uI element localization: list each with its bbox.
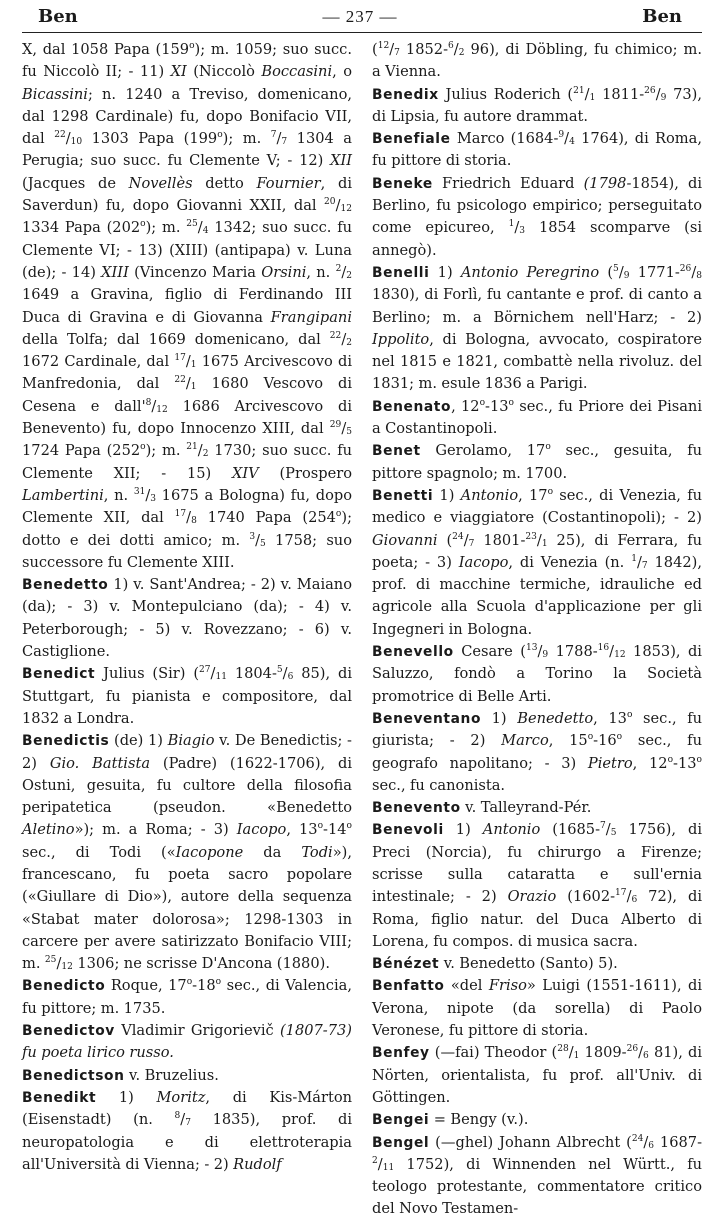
header-right-word: Ben <box>642 6 682 27</box>
dictionary-entry: Benet Gerolamo, 17$^o$ sec., gesuita, fu pittore spagnolo; m. 1700. <box>372 442 703 482</box>
dictionary-entry: Benetti 1) Antonio, 17$^o$ sec., di Venezia, fu medico e viaggiatore (Costantinopoli); - 2) Giovanni ($^{24}/_7$ $1801-^{23}/_1$ 25), di Ferrara, fu poeta; - 3) Iacopo, di Venezia (n. $^1/_7$ 1842), prof. di macchine termiche, idrauliche ed agricole alla Scuola d'applicazione per gli Ingegneri in Bologna. <box>372 486 702 638</box>
dictionary-entry: ($^{12}/_7$ $1852-^6/_2$ 96), di Döbling, fu chimico; m. a Vienna. <box>372 41 702 81</box>
header-rule <box>22 32 702 33</box>
dictionary-entry: Benenato, 12$^o$-13$^o$ sec., fu Priore dei Pisani a Costantinopoli. <box>372 397 703 438</box>
dictionary-entry: Benedict Julius (Sir) ($^{27}/_{11}$ $1804-^5/_6$ 85), di Stuttgart, fu pianista e compositore, dal 1832 a Londra. <box>22 665 352 727</box>
dictionary-entry: Benedictis (de) 1) Biagio v. De Benedictis; - 2) Gio. Battista (Padre) (1622-1706), di Ostuni, gesuita, fu cultore della filosofia peripatetica (pseudon. «Benedetto Aletino»); m. a Roma; - 3) Iacopo, 13$^o$-14$^o$ sec., di Todi («Iacopone da Todi»), francescano, fu poeta sacro popolare («Giullare di Dio»), autore della sequenza «Stabat mater dolorosa»; 1298-1303 in carcere per avere satirizzato Bonifacio VIII; m. $^{25}/_{12}$ 1306; ne scrisse D'Ancona (1880). <box>22 732 353 973</box>
dictionary-entry: Benedictson v. Bruzelius. <box>22 1066 219 1084</box>
dictionary-entry: Benevoli 1) Antonio ($1685-^7/_5$ 1756), di Preci (Norcia), fu chirurgo a Firenze; scrisse sulla cataratta e sull'ernia intestinale; - 2) Orazio ($1602-^{17}/_6$ 72), di Roma, figlio natur. del Duca Alberto di Lorena, fu compos. di musica sacra. <box>372 821 702 950</box>
dictionary-entry: Beneke Friedrich Eduard (1798-1854), di Berlino, fu psicologo empirico; perseguitato come epicureo, $^1/_3$ 1854 scomparve (si annegò). <box>372 174 702 259</box>
dictionary-entry: Benedetto 1) v. Sant'Andrea; - 2) v. Maiano (da); - 3) v. Montepulciano (da); - 4) v. Peterborough; - 5) v. Rovezzano; - 6) v. Castiglione. <box>22 576 352 661</box>
right-column <box>372 39 702 1221</box>
header-left-word: Ben <box>38 6 78 27</box>
two-column-body <box>22 39 702 1221</box>
dictionary-entry: Benedix Julius Roderich ($^{21}/_1$ $1811-^{26}/_9$ 73), di Lipsia, fu autore drammat. <box>372 85 703 125</box>
dictionary-entry: Bengel (—ghel) Johann Albrecht ($^{24}/_6$ $1687-^2/_{11}$ 1752), di Winnenden nel Württ., fu teologo protestante, commentatore critico del Novo Testamen- <box>372 1133 703 1218</box>
dictionary-entry: Bénézet v. Benedetto (Santo) 5). <box>372 955 618 973</box>
dictionary-entry: Benedikt 1) Moritz, di Kis-Márton (Eisenstadt) (n. $^8/_7$ 1835), prof. di neuropatologia e di elettroterapia all'Università di Vienna; - 2) Rudolf <box>22 1088 352 1173</box>
dictionary-entry: Benfatto «del Friso» Luigi (1551-1611), di Verona, nipote (da sorella) di Paolo Veronese, fu pittore di storia. <box>372 977 702 1040</box>
dictionary-entry: X, dal 1058 Papa (159$^o$); m. 1059; suo succ. fu Niccolò II; - 11) XI (Niccolò Boccasini, o Bicassini; n. 1240 a Treviso, domenicano, dal 1298 Cardinale) fu, dopo Bonifacio VII, dal $^{22}/_{10}$ 1303 Papa (199$^o$); m. $^7/_7$ 1304 a Perugia; suo succ. fu Clemente V; - 12) XII (Jacques de Novellès detto Fournier, di Saverdun) fu, dopo Giovanni XXII, dal $^{20}/_{12}$ 1334 Papa (202$^o$); m. $^{25}/_4$ 1342; suo succ. fu Clemente VI; - 13) (XIII) (antipapa) v. Luna (de); - 14) XIII (Vincenzo Maria Orsini, n. $^2/_2$ 1649 a Gravina, figlio di Ferdinando III Duca di Gravina e di Giovanna Frangipani della Tolfa; dal 1669 domenicano, dal $^{22}/_2$ 1672 Cardinale, dal $^{17}/_1$ 1675 Arcivescovo di Manfredonia, dal $^{22}/_1$ 1680 Vescovo di Cesena e $dall'^8/_{12}$ 1686 Arcivescovo di Benevento) fu, dopo Innocenzo XIII, dal $^{29}/_5$ 1724 Papa (252$^o$); m. $^{21}/_2$ 1730; suo succ. fu Clemente XII; - 15) XIV (Prospero Lambertini, n. $^{31}/_3$ 1675 a Bologna) fu, dopo Clemente XII, dal $^{17}/_8$ 1740 Papa (254$^o$); dotto e dei dotti amico; m. $^3/_5$ 1758; suo successore fu Clemente XIII. <box>22 41 353 571</box>
dictionary-entry: Benelli 1) Antonio Peregrino ($^5/_9$ $1771-^{26}/_8$ 1830), di Forlì, fu cantante e prof. di canto a Berlino; m. a Börnichem nell'Harz; - 2) Ippolito, di Bologna, avvocato, cospiratore nel 1815 e 1821, combattè nella rivoluz. del 1831; m. esule 1836 a Parigi. <box>372 263 702 393</box>
dictionary-entry: Benevello Cesare ($^{13}/_9$ $1788-^{16}/_{12}$ 1853), di Saluzzo, fondò a Torino la Società promotrice di Belle Arti. <box>372 643 702 705</box>
dictionary-entry: Benefiale Marco ($1684-^9/_4$ 1764), di Roma, fu pittore di storia. <box>372 130 702 170</box>
dictionary-entry: Benevento v. Talleyrand-Pér. <box>372 799 592 817</box>
dictionary-entry: Bengei = Bengy (v.). <box>372 1111 529 1129</box>
dictionary-entry: Benedicto Roque, 17$^o$-18$^o$ sec., di Valencia, fu pittore; m. 1735. <box>22 977 352 1017</box>
dictionary-entry: Beneventano 1) Benedetto, 13$^o$ sec., fu giurista; - 2) Marco, 15$^o$-16$^o$ sec., fu geografo napolitano; - 3) Pietro, 12$^o$-13$^o$ sec., fu canonista. <box>372 709 703 794</box>
page-number: — 237 — <box>322 7 398 26</box>
left-column <box>22 39 352 1221</box>
dictionary-entry: Benfey (—fai) Theodor ($^{28}/_1$ $1809-^{26}/_6$ 81), di Nörten, orientalista, fu prof. all'Univ. di Göttingen. <box>372 1044 703 1106</box>
dictionary-entry: Benedictov Vladimir Grigorievič (1807-73) fu poeta lirico russo. <box>22 1022 352 1062</box>
running-header <box>22 6 702 30</box>
